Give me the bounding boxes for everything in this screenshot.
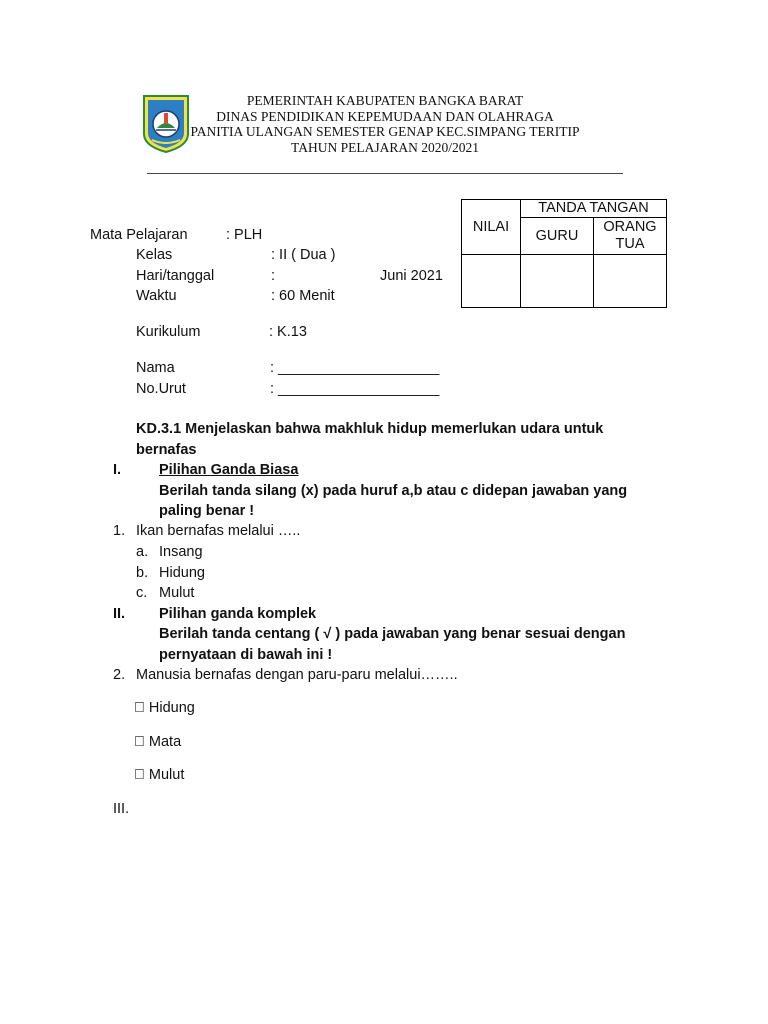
header-line-1: PEMERINTAH KABUPATEN BANGKA BARAT — [246, 93, 524, 108]
waktu-value: : 60 Menit — [271, 288, 335, 304]
section-1-instruction-1: Berilah tanda silang (x) pada huruf a,b atau c didepan jawaban yang — [159, 483, 628, 499]
nourut-field: : ____________________ — [270, 381, 440, 397]
q1-option-c-text: Mulut — [159, 585, 195, 601]
hari-colon: : — [271, 268, 276, 284]
tanda-tangan-header: TANDA TANGAN — [521, 200, 667, 218]
nama-field: : ____________________ — [270, 360, 440, 376]
hari-value: Juni 2021 — [380, 268, 443, 284]
q2-number: 2. — [113, 667, 126, 683]
section-1-instruction-2: paling benar ! — [159, 503, 255, 519]
section-2-title: Pilihan ganda komplek — [159, 606, 317, 622]
q2-option-mulut: Mulut — [134, 767, 170, 783]
section-3-number: III. — [113, 801, 130, 817]
mapel-value: : PLH — [226, 227, 263, 243]
header-line-4: TAHUN PELAJARAN 2020/2021 — [291, 139, 479, 155]
orang-label: ORANG — [603, 219, 657, 235]
orang-tua-header — [594, 218, 667, 255]
tua-label: TUA — [615, 236, 645, 252]
section-2-instruction-1: Berilah tanda centang ( √ ) pada jawaban yang benar sesuai dengan — [159, 626, 626, 642]
q2-option-mata: Mata — [134, 734, 167, 750]
kd-line-2: bernafas — [136, 442, 197, 458]
section-1-number: I. — [113, 462, 122, 478]
q1-option-b-text: Hidung — [159, 565, 205, 581]
kd-line-1: KD.3.1 Menjelaskan bahwa makhluk hidup memerlukan udara untuk — [136, 421, 604, 437]
section-2-instruction-2: pernyataan di bawah ini ! — [159, 647, 333, 663]
nilai-header: NILAI — [462, 200, 521, 255]
guru-signature-cell — [521, 255, 594, 308]
kelas-label: Kelas — [136, 247, 173, 263]
q1-option-a-text: Insang — [159, 544, 203, 560]
q1-text: Ikan bernafas melalui ….. — [136, 523, 301, 539]
parent-signature-cell — [594, 255, 667, 308]
header-line-2: DINAS PENDIDIKAN KEPEMUDAAN DAN OLAHRAGA — [216, 108, 554, 124]
nama-label: Nama — [136, 360, 175, 376]
mapel-label: Mata Pelajaran — [90, 227, 188, 243]
q1-option-a-letter: a. — [136, 544, 149, 560]
q2-text: Manusia bernafas dengan paru-paru melalui…….. — [136, 667, 458, 683]
nourut-label: No.Urut — [136, 381, 186, 397]
q1-option-b-letter: b. — [136, 565, 149, 581]
kurikulum-label: Kurikulum — [136, 324, 201, 340]
section-1-title: Pilihan Ganda Biasa — [159, 462, 299, 478]
section-2-number: II. — [113, 606, 126, 622]
q2-option-hidung: Hidung — [134, 700, 180, 716]
header-line-3: PANITIA ULANGAN SEMESTER GENAP KEC.SIMPANG TERITIP — [190, 124, 580, 139]
grade-signature-table — [461, 199, 667, 308]
waktu-label: Waktu — [136, 288, 177, 304]
q1-option-c-letter: c. — [136, 585, 148, 601]
hari-label: Hari/tanggal — [136, 268, 215, 284]
letterhead — [160, 93, 610, 155]
kurikulum-value: : K.13 — [269, 324, 307, 340]
guru-header: GURU — [521, 218, 594, 255]
header-divider — [147, 173, 623, 174]
nilai-cell — [462, 255, 521, 308]
kelas-value: : II ( Dua ) — [271, 247, 336, 263]
q1-number: 1. — [113, 523, 126, 539]
